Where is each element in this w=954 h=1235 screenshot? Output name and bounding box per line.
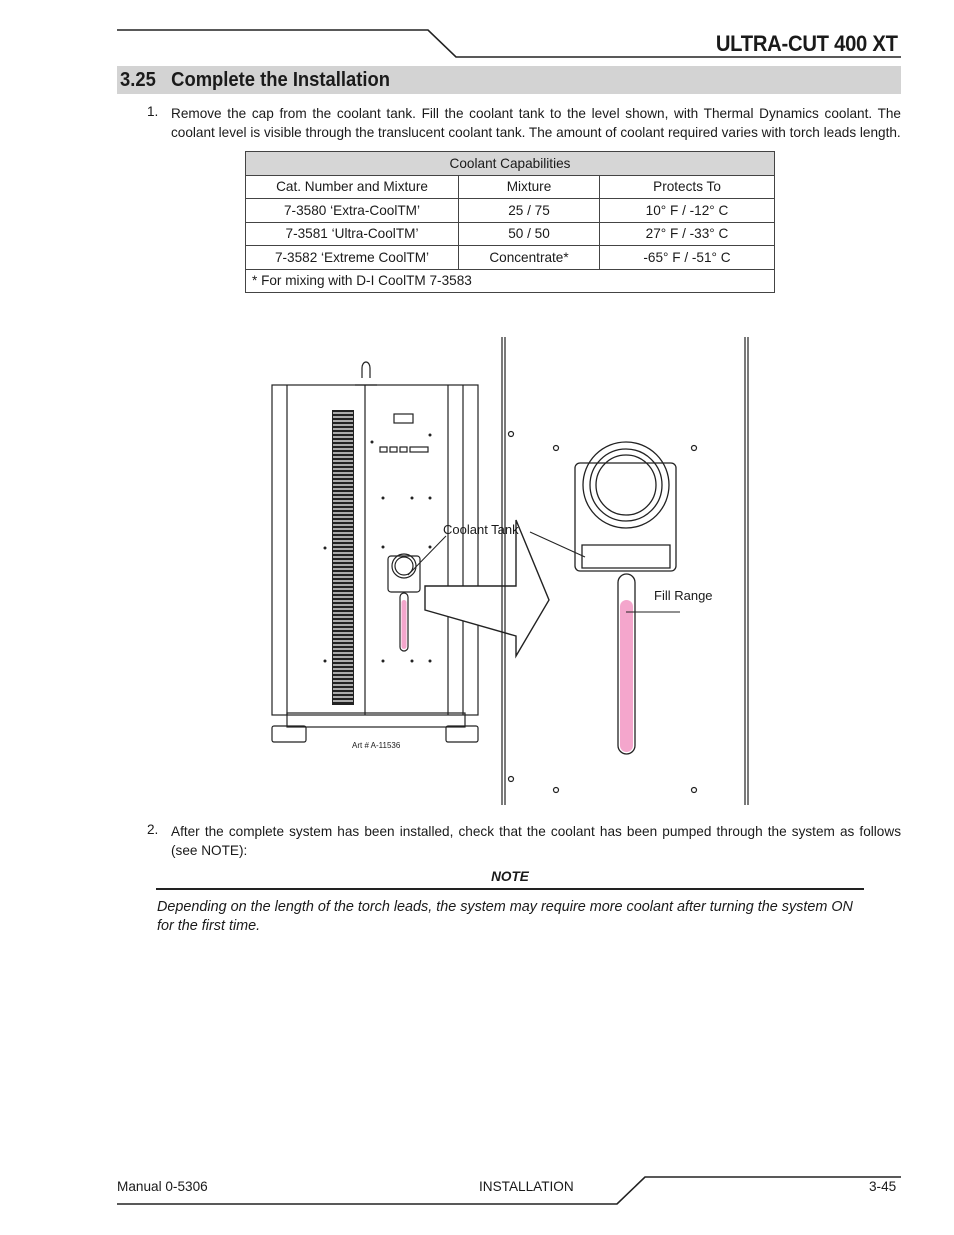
footer-manual-number: Manual 0-5306 xyxy=(117,1179,208,1194)
note-text: Depending on the length of the torch leads, the system may require more coolant after turning the system ON for the first time. xyxy=(157,899,853,934)
table-cell: -65° F / -51° C xyxy=(600,246,775,270)
table-cell: 27° F / -33° C xyxy=(600,222,775,246)
fill-range-callout: Fill Range xyxy=(654,588,713,603)
table-cell: Concentrate* xyxy=(459,246,600,270)
enlarged-coolant-tank xyxy=(575,442,676,571)
step-2-number: 2. xyxy=(147,822,159,837)
column-header: Cat. Number and Mixture xyxy=(246,175,459,199)
document-title: ULTRA-CUT 400 XT xyxy=(716,31,898,56)
fill-range-indicator xyxy=(620,600,633,752)
note-title: NOTE xyxy=(491,869,529,884)
art-number: Art # A-11536 xyxy=(352,741,401,750)
table-cell: 7-3580 ‘Extra-CoolTM’ xyxy=(246,199,459,223)
step-1-text: Remove the cap from the coolant tank. Fill the coolant tank to the level shown, with Thermal Dynamics coolant. The coolant level is visible through the translucent coolant tank. The amount of coolant required varies with torch leads length. xyxy=(171,106,901,140)
table-cell: 10° F / -12° C xyxy=(600,199,775,223)
machine-body xyxy=(272,385,478,715)
coolant-tank-callout: Coolant Tank xyxy=(443,522,519,537)
zoom-arrow xyxy=(425,520,549,656)
table-caption: Coolant Capabilities xyxy=(246,152,775,176)
note-rule xyxy=(156,888,864,890)
small-coolant-level xyxy=(402,600,407,649)
table-cell: 7-3582 ‘Extreme CoolTM’ xyxy=(246,246,459,270)
table-cell: 7-3581 ‘Ultra-CoolTM’ xyxy=(246,222,459,246)
table-footnote: * For mixing with D-I CoolTM 7-3583 xyxy=(246,269,775,293)
step-1-number: 1. xyxy=(147,104,159,119)
column-header: Protects To xyxy=(600,175,775,199)
table-cell: 50 / 50 xyxy=(459,222,600,246)
section-title: Complete the Installation xyxy=(171,69,390,91)
footer-section: INSTALLATION xyxy=(479,1179,574,1194)
step-2-text: After the complete system has been installed, check that the coolant has been pumped through the system as follows (see NOTE): xyxy=(171,824,901,858)
footer-page-number: 3-45 xyxy=(869,1179,897,1194)
column-header: Mixture xyxy=(459,175,600,199)
section-number: 3.25 xyxy=(120,69,156,91)
table-cell: 25 / 75 xyxy=(459,199,600,223)
